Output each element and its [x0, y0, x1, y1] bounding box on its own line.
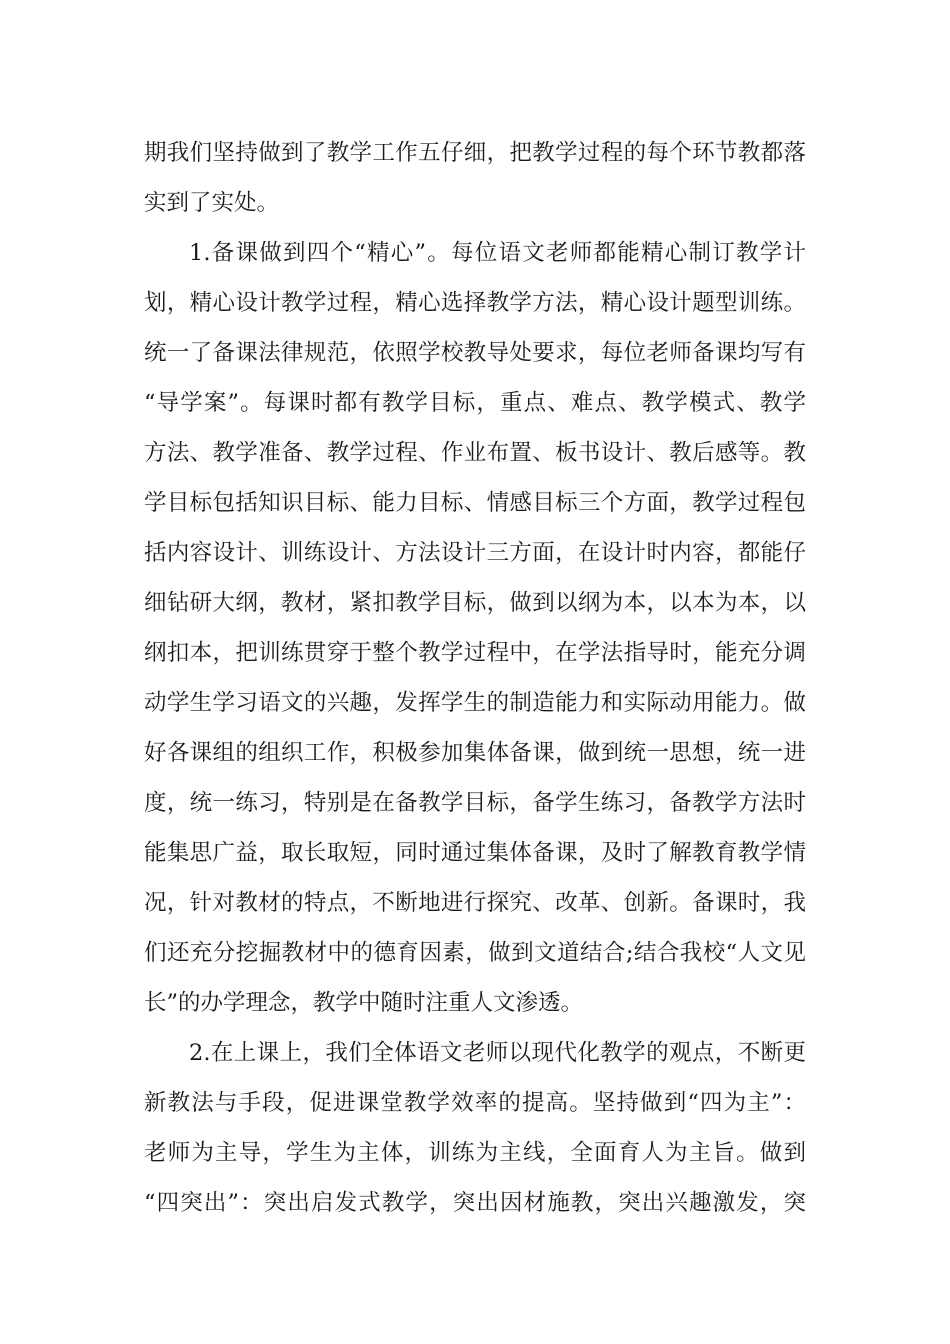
text-line: 统一了备课法律规范，依照学校教导处要求，每位老师备课均写有 [144, 340, 806, 366]
paragraph-start-line: 2.在上课上，我们全体语文老师以现代化教学的观点，不断更 [189, 1040, 806, 1066]
text-line: 能集思广益，取长取短，同时通过集体备课，及时了解教育教学情 [144, 840, 806, 866]
text-line: “四突出”：突出启发式教学，突出因材施教，突出兴趣激发，突 [144, 1190, 806, 1216]
text-line: 细钻研大纲，教材，紧扣教学目标，做到以纲为本，以本为本，以 [144, 590, 806, 616]
text-line: 纲扣本，把训练贯穿于整个教学过程中，在学法指导时，能充分调 [144, 640, 806, 666]
text-line: 们还充分挖掘教材中的德育因素，做到文道结合;结合我校“人文见 [144, 940, 806, 966]
text-line: 况，针对教材的特点，不断地进行探究、改革、创新。备课时，我 [144, 890, 806, 916]
text-line: 括内容设计、训练设计、方法设计三方面，在设计时内容，都能仔 [144, 540, 806, 566]
text-line: “导学案”。每课时都有教学目标，重点、难点、教学模式、教学 [144, 390, 806, 416]
text-line: 度，统一练习，特别是在备教学目标，备学生练习，备教学方法时 [144, 790, 806, 816]
text-line: 动学生学习语文的兴趣，发挥学生的制造能力和实际动用能力。做 [144, 690, 806, 716]
text-line: 新教法与手段，促进课堂教学效率的提高。坚持做到“四为主”： [144, 1090, 806, 1116]
text-line: 期我们坚持做到了教学工作五仔细，把教学过程的每个环节教都落 [144, 140, 806, 166]
text-line: 长”的办学理念，教学中随时注重人文渗透。 [144, 990, 584, 1016]
text-line: 学目标包括知识目标、能力目标、情感目标三个方面，教学过程包 [144, 490, 806, 516]
text-line: 方法、教学准备、教学过程、作业布置、板书设计、教后感等。教 [144, 440, 806, 466]
paragraph-start-line: 1.备课做到四个“精心”。每位语文老师都能精心制订教学计 [189, 240, 806, 266]
text-line: 实到了实处。 [144, 190, 280, 216]
text-line: 好各课组的组织工作，积极参加集体备课，做到统一思想，统一进 [144, 740, 806, 766]
text-line: 老师为主导，学生为主体，训练为主线，全面育人为主旨。做到 [144, 1140, 806, 1166]
text-line: 划，精心设计教学过程，精心选择教学方法，精心设计题型训练。 [144, 290, 806, 316]
